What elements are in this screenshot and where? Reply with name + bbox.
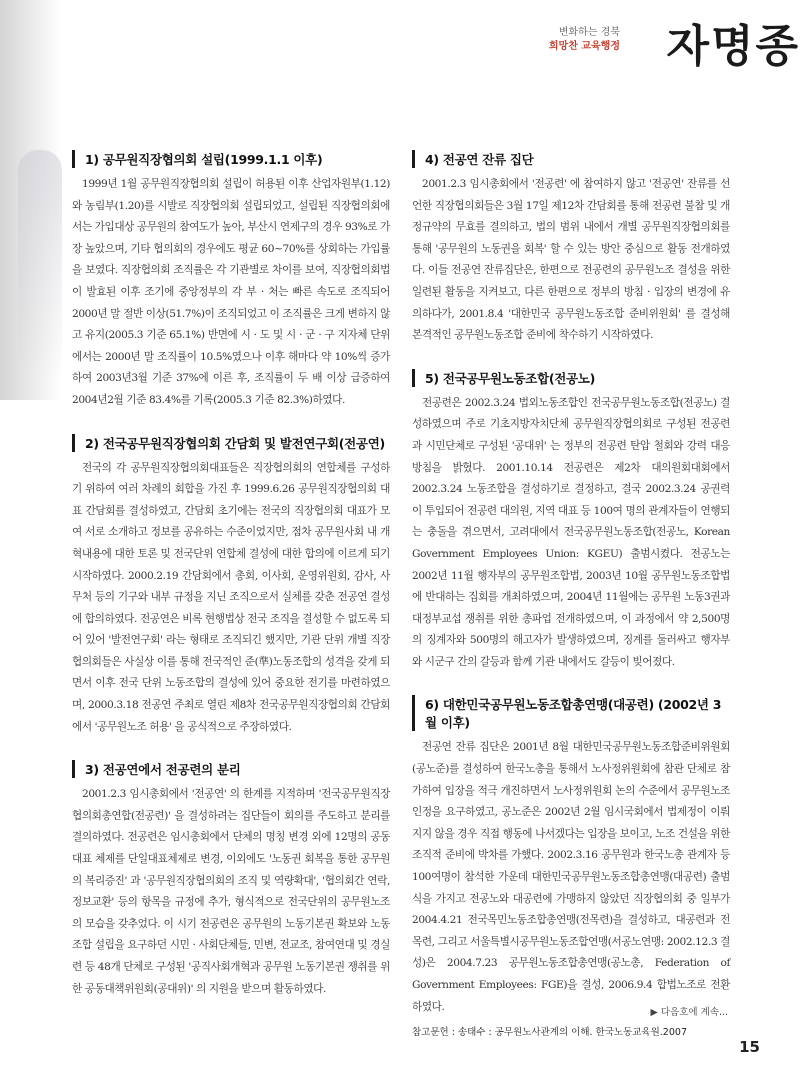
- section-3: [72, 760, 390, 1000]
- section-6: [412, 695, 730, 1018]
- right-column: [412, 150, 730, 1040]
- section-4: [412, 150, 730, 347]
- section-heading: 3) 전공연에서 전공련의 분리: [72, 760, 390, 778]
- section-body: 1999년 1월 공무원직장협의회 설립이 허용된 이후 산업자원부(1.12)와 농림부(1.20)를 시발로 직장협의회 설립되었고, 설립된 직장협의회에서는 가입대상 공무원의 참여도가 높아, 부산시 연제구의 경우 93%로 가장 높았으며, 기타 협의회의 경우에도 평균 60~70%를 상회하는 가입률을 보였다. 직장협의회 조직률은 각 기관별로 차이를 보여, 직장협의회법이 발효된 이후 조기에 중앙정부의 각 부 · 처는 빠른 속도로 조직되어 2000년 말 절반 이상(51.7%)이 조직되었고 이 조직률은 크게 변하지 않고 유지(2005.3 기준 65.1%) 반면에 시 · 도 및 시 · 군 · 구 지자체 단위에서는 2000년 말 조직률이 10.5%였으나 이후 해마다 약 10%씩 증가하여 2003년3월 기준 37%에 이른 후, 조직률이 두 배 이상 급증하여 2004년2월 기준 83.4%를 기록(2005.3 기준 82.3%)하였다.: [72, 178, 390, 406]
- section-heading: 6) 대한민국공무원노동조합총연맹(대공련) (2002년 3월 이후): [412, 695, 730, 731]
- magazine-title: 자명종: [666, 21, 800, 72]
- section-heading: 4) 전공연 잔류 집단: [412, 150, 730, 168]
- page-number: 15: [739, 1038, 760, 1056]
- section-heading: 2) 전국공무원직장협의회 간담회 및 발전연구회(전공연): [72, 434, 390, 452]
- section-body: 전공련은 2002.3.24 법외노동조합인 전국공무원노동조합(전공노) 결성하였으며 주로 기초지방자치단체 공무원직장협의회로 구성된 전공련과 시민단체로 구성된 '공대위' 는 정부의 전공련 탄압 철회와 강력 대응 방침을 밝혔다. 2001.10.14 전공련은 제2차 대의원회대회에서 2002.3.24 노동조합을 결성하기로 결정하고, 결국 2002.3.24 공권력이 투입되어 전공련 대의원, 지역 대표 등 100여 명의 관계자들이 연행되는 충돌을 겪으면서, 고려대에서 전국공무원노동조합(전공노, Korean Government Employees Union: KGEU) 출범시켰다. 전공노는 2002년 11월 행자부의 공무원조합법, 2003년 10월 공무원노동조합법에 반대하는 집회를 개최하였으며, 2004년 11월에는 공무원 노동3권과 대정부교섭 쟁취를 위한 총파업 전개하였으며, 이 과정에서 약 2,500명의 징계자와 500명의 해고자가 발생하였으며, 징계를 둘러싸고 행자부와 시군구 간의 갈등과 함께 기관 내에서도 갈등이 빚어졌다.: [412, 396, 730, 668]
- left-column: [72, 150, 390, 1022]
- header-tagline-line2: 희망찬 교육행정: [548, 41, 620, 52]
- section-heading: 1) 공무원직장협의회 설립(1999.1.1 이후): [72, 150, 390, 168]
- header-tagline: [549, 26, 620, 54]
- section-body: 전국의 각 공무원직장협의회대표들은 직장협의회의 연합체를 구성하기 위하여 여러 차례의 회합을 가진 후 1999.6.26 공무원직장협의회 대표 간담회를 결성하였고, 간담회 초기에는 전국의 직장협의회 대표가 모여 서로 소개하고 정보를 공유하는 수준이었지만, 점차 공무원사회 내 개혁내용에 대한 토론 및 전국단위 연합체 결성에 대한 합의에 이르게 되기 시작하였다. 2000.2.19 간담회에서 총회, 이사회, 운영위원회, 감사, 사무처 등의 기구와 내부 규정을 지닌 조직으로서 실체를 갖춘 전공연 결성에 합의하였다. 전공연은 비록 현행법상 전국 조직을 결성할 수 없도록 되어 있어 '발전연구회' 라는 형태로 조직되긴 했지만, 기관 단위 개별 직장협의회들은 사실상 이를 통해 전국적인 준(準)노동조합의 성격을 갖게 되면서 이후 전국 단위 노동조합의 결성에 있어 중요한 전기를 마련하였으며, 2000.3.18 전공연 주최로 열린 제8차 전국공무원직장협의회 간담회에서 '공무원노조 허용' 을 공식적으로 주장하였다.: [72, 461, 390, 733]
- decorative-photo-accent: [18, 150, 62, 380]
- section-body: 전공연 잔류 집단은 2001년 8월 대한민국공무원노동조합준비위원회(공노준)를 결성하여 한국노총을 통해서 노사정위원회에 참관 단체로 참가하여 입장을 적극 개진하면서 노사정위원회 논의 수준에서 공무원노조 인정을 요구하였고, 공노준은 2002년 2월 임시국회에서 법제정이 이뤄지지 않을 경우 직접 행동에 나서겠다는 입장을 보이고, 노조 건설을 위한 조직적 준비에 박차를 가했다. 2002.3.16 공무원과 한국노총 관계자 등 100여명이 참석한 가운데 대한민국공무원노동조합총연맹(대공련) 출범식을 가지고 전공노와 대공련에 가맹하지 않았던 직장협의회 중 일부가 2004.4.21 전국목민노동조합총연맹(전목련)을 결성하고, 대공련과 전목련, 그리고 서울특별시공무원노동조합연맹(서공노연맹: 2002.12.3 결성)은 2004.7.23 공무원노동조합총연맹(공노총, Federation of Government Employees: FGE)을 결성, 2006.9.4 합법노조로 전환하였다.: [412, 741, 730, 1013]
- section-heading: 5) 전국공무원노동조합(전공노): [412, 369, 730, 387]
- section-body: 2001.2.3 임시총회에서 '전공연' 의 한계를 지적하며 '전국공무원직장협의회총연합(전공련)' 을 결성하려는 집단들이 회의를 주도하고 분리를 결의하였다. 전공련은 임시총회에서 단체의 명칭 변경 외에 12명의 공동대표 체제를 단일대표체제로 변경, 이외에도 '노동권 회복을 통한 공무원의 복리증진' 과 '공무원직장협의회의 조직 및 역량확대', '협의회간 연락, 정보교환' 등의 항목을 규정에 추가, 형식적으로 전국단위의 공무원노조의 모습을 갖추었다. 이 시기 전공련은 공무원의 노동기본권 확보와 노동조합 설립을 요구하던 시민 · 사회단체들, 민변, 전교조, 참여연대 및 경실련 등 48개 단체로 구성된 '공직사회개혁과 공무원 노동기본권 쟁취를 위한 공동대책위원회(공대위)' 의 지원을 받으며 활동하였다.: [72, 788, 390, 995]
- section-2: [72, 434, 390, 739]
- header-tagline-line1: 변화하는 경북: [558, 27, 620, 38]
- section-1: [72, 150, 390, 412]
- section-5: [412, 369, 730, 674]
- reference-note: 참고문헌 : 송태수 : 공무원노사관계의 이해. 한국노동교육원.2007: [412, 1027, 687, 1038]
- continued-note: ▶ 다음호에 계속...: [650, 1007, 728, 1018]
- section-body: 2001.2.3 임시총회에서 '전공련' 에 참여하지 않고 '전공연' 잔류를 선언한 직장협의회들은 3월 17일 제12차 간담회를 통해 전공련 불참 및 개정규약의 무효를 결의하고, 법의 범위 내에서 개별 공무원직장협의회를 통해 '공무원의 노동권을 회복' 할 수 있는 방안 중심으로 활동 전개하였다. 이들 전공연 잔류집단은, 한편으로 전공련의 공무원노조 결성을 위한 일련된 활동을 지켜보고, 다른 한편으로 정부의 방침 · 입장의 변경에 유의하다가, 2001.8.4 '대한민국 공무원노동조합 준비위원회' 를 결성해 본격적인 공무원노동조합 준비에 착수하기 시작하였다.: [412, 178, 730, 342]
